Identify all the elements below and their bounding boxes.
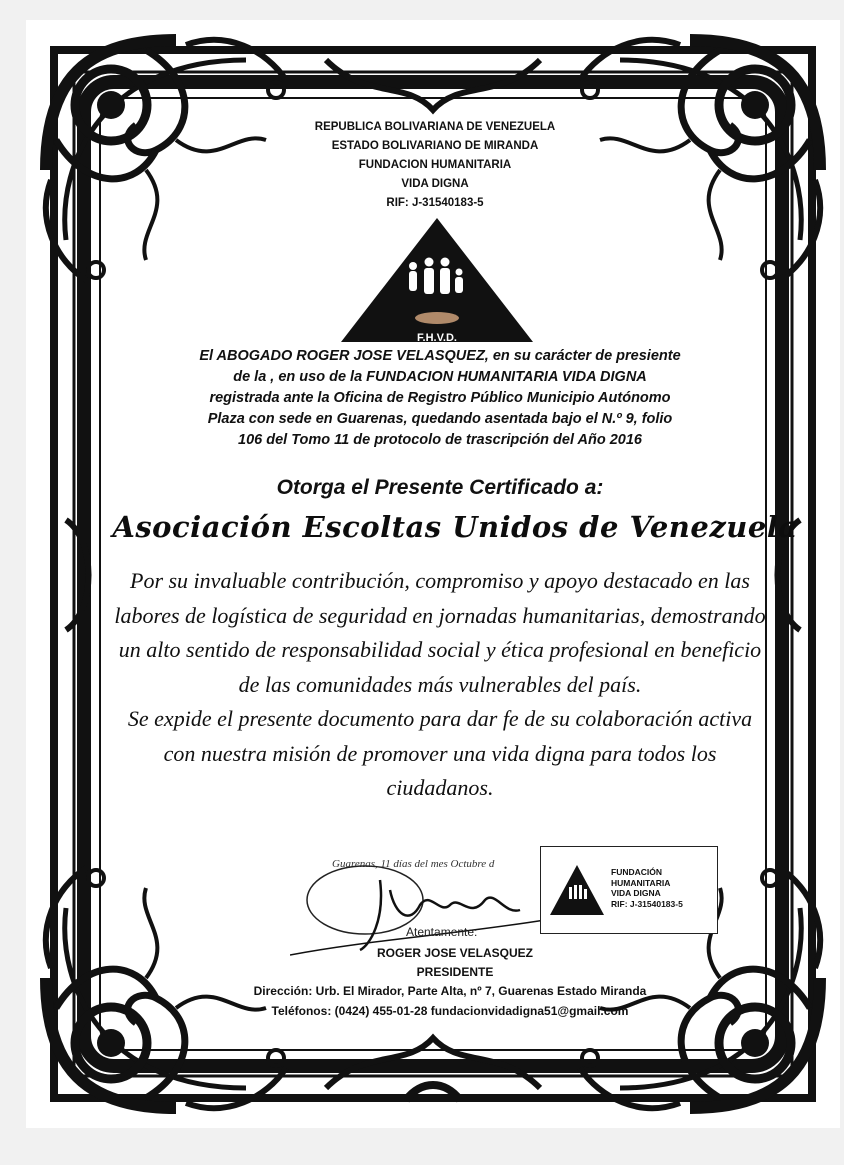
foundation-logo xyxy=(337,210,537,344)
header-foundation: FUNDACION HUMANITARIA xyxy=(358,159,512,171)
footer-address: Dirección: Urb. El Mirador, Parte Alta, nº 7, Guarenas Estado Miranda xyxy=(253,984,647,998)
closing-text: Atentamente: xyxy=(406,925,478,939)
stamp-logo xyxy=(549,863,605,917)
header-rif: RIF: J-31540183-5 xyxy=(386,197,484,209)
logo-initials: F.H.V.D. xyxy=(417,332,457,344)
footer-contact: Teléfonos: (0424) 455-01-28 fundacionvidadigna51@gmail.com xyxy=(271,1004,629,1018)
intro-text: El ABOGADO ROGER JOSE VELASQUEZ, en su carácter de presiente de la , en uso de la FUNDACION HUMANITARIA VIDA DIGNA registrada ante la Oficina de Registro Público Municipio Autónomo Plaza con sede en Guarenas, quedando asentada bajo el N.º 9, folio 106 del Tomo 11 de protocolo de trascripción del Año 2016 xyxy=(199,348,681,448)
header-state: ESTADO BOLIVARIANO DE MIRANDA xyxy=(331,140,539,152)
certificate-body xyxy=(110,564,770,806)
stamp-line-4: RIF: J-31540183-5 xyxy=(611,898,683,909)
stamp-line-2: HUMANITARIA xyxy=(611,877,671,888)
foundation-stamp xyxy=(540,846,718,934)
stamp-line-3: VIDA DIGNA xyxy=(611,888,661,898)
header-foundation-name: VIDA DIGNA xyxy=(401,178,469,190)
signer-block xyxy=(330,944,580,982)
signer-title: PRESIDENTE xyxy=(416,965,494,979)
certificate-grant-line: Otorga el Presente Certificado a: xyxy=(276,476,604,499)
stamp-line-1: FUNDACIÓN xyxy=(611,867,662,877)
place-date: Guarenas, 11 días del mes Octubre d xyxy=(332,858,495,870)
recipient-name: Asociación Escoltas Unidos de Venezuela xyxy=(112,510,798,544)
body-paragraph-1: Por su invaluable contribución, compromiso y apoyo destacado en las labores de logística de seguridad en jornadas humanitarias, demostrando un alto sentido de responsabilidad social y ética profesional en beneficio de las comunidades más vulnerables del país. xyxy=(114,568,766,697)
signer-name: ROGER JOSE VELASQUEZ xyxy=(376,946,534,960)
body-paragraph-2: Se expide el presente documento para dar fe de su colaboración activa con nuestra misión de promover una vida digna para todos los ciudadanos. xyxy=(127,706,753,800)
header-country: REPUBLICA BOLIVARIANA DE VENEZUELA xyxy=(314,121,556,133)
